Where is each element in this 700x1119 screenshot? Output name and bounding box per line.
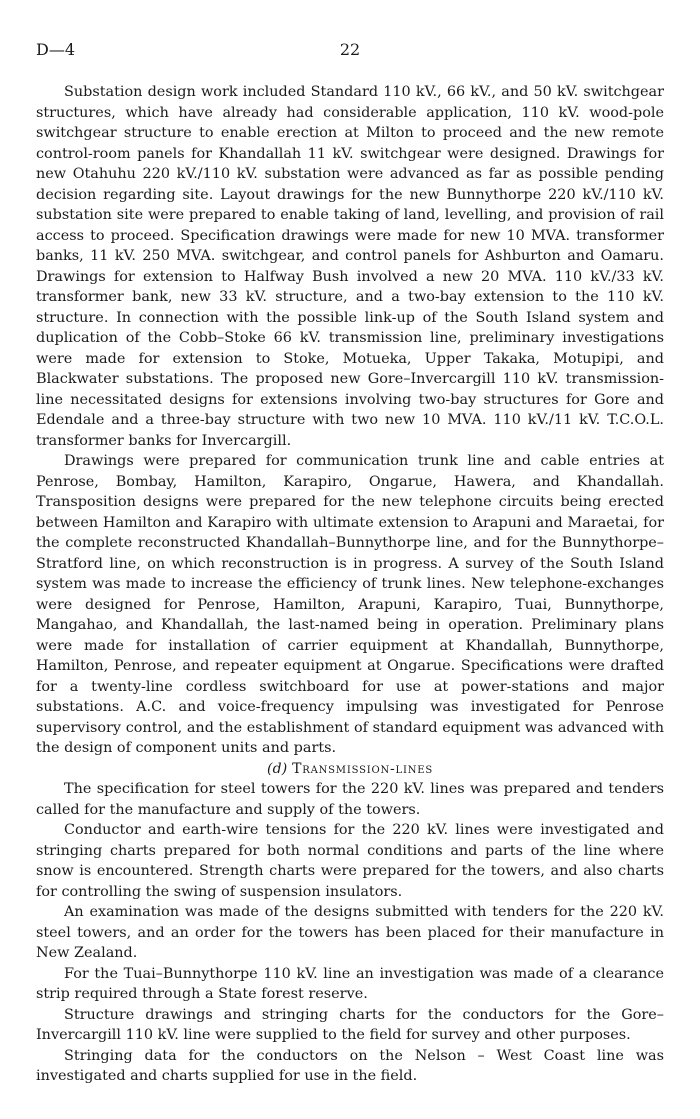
- page-header: [36, 40, 664, 60]
- section-heading-title: Transmission-lines: [292, 760, 434, 777]
- paragraph-conductor-tensions: Conductor and earth-wire tensions for the 220 kV. lines were investigated and stringing charts prepared for both normal conditions and parts of the line where snow is encountered. Strength charts were prepared for the towers, and also charts for controlling the swing of suspension insulators.: [36, 822, 664, 900]
- body-text: [36, 82, 664, 1087]
- section-id: D—4: [36, 40, 76, 59]
- section-heading-label: (d): [266, 760, 288, 777]
- paragraph-stringing-data: Stringing data for the conductors on the Nelson – West Coast line was investigated and charts supplied for use in the field.: [36, 1047, 664, 1084]
- paragraph-tower-specification: The specification for steel towers for the 220 kV. lines was prepared and tenders called for the manufacture and supply of the towers.: [36, 781, 664, 818]
- section-heading: [36, 759, 664, 780]
- page-number: 22: [339, 40, 361, 59]
- paragraph-substation-design: Substation design work included Standard 110 kV., 66 kV., and 50 kV. switchgear structures, which have already had considerable application, 110 kV. wood-pole switchgear structure to enable erection at Milton to proceed and the new remote control-room panels for Khandallah 11 kV. switchgear were designed. Drawings for new Otahuhu 220 kV./110 kV. substation were advanced as far as possible pending decision regarding site. Layout drawings for the new Bunnythorpe 220 kV./110 kV. substation site were prepared to enable taking of land, levelling, and provision of rail access to proceed. Specification drawings were made for new 10 MVA. transformer banks, 11 kV. 250 MVA. switchgear, and control panels for Ashburton and Oamaru. Drawings for extension to Halfway Bush involved a new 20 MVA. 110 kV./33 kV. transformer bank, new 33 kV. structure, and a two-bay extension to the 110 kV. structure. In connection with the possible link-up of the South Island system and duplication of the Cobb–Stoke 66 kV. transmission line, preliminary investigations were made for extension to Stoke, Motueka, Upper Takaka, Motupipi, and Blackwater substations. The proposed new Gore–Invercargill 110 kV. transmission-line necessitated designs for extensions involving two-bay structures for Gore and Edendale and a three-bay structure with two new 10 MVA. 110 kV./11 kV. T.C.O.L. transformer banks for Invercargill.: [36, 84, 664, 449]
- paragraph-clearance-strip: For the Tuai–Bunnythorpe 110 kV. line an investigation was made of a clearance strip required through a State forest reserve.: [36, 965, 664, 1002]
- paragraph-communication-drawings: Drawings were prepared for communication trunk line and cable entries at Penrose, Bombay, Hamilton, Karapiro, Ongarue, Hawera, and Khandallah. Transposition designs were prepared for the new telephone circuits being erected between Hamilton and Karapiro with ultimate extension to Arapuni and Maraetai, for the complete reconstructed Khandallah–Bunnythorpe line, and for the Bunnythorpe–Stratford line, on which reconstruction is in progress. A survey of the South Island system was made to increase the efficiency of trunk lines. New telephone-exchanges were designed for Penrose, Hamilton, Arapuni, Karapiro, Tuai, Bunnythorpe, Mangahao, and Khandallah, the last-named being in operation. Preliminary plans were made for installation of carrier equipment at Khandallah, Bunnythorpe, Hamilton, Penrose, and repeater equipment at Ongarue. Specifications were drafted for a twenty-line cordless switchboard for use at power-stations and major substations. A.C. and voice-frequency impulsing was investigated for Penrose supervisory control, and the establishment of standard equipment was advanced with the design of component units and parts.: [36, 453, 664, 756]
- paragraph-structure-drawings: Structure drawings and stringing charts for the conductors for the Gore–Invercargill 110 kV. line were supplied to the field for survey and other purposes.: [36, 1006, 664, 1043]
- paragraph-tender-examination: An examination was made of the designs submitted with tenders for the 220 kV. steel towers, and an order for the towers has been placed for their manufacture in New Zealand.: [36, 904, 664, 961]
